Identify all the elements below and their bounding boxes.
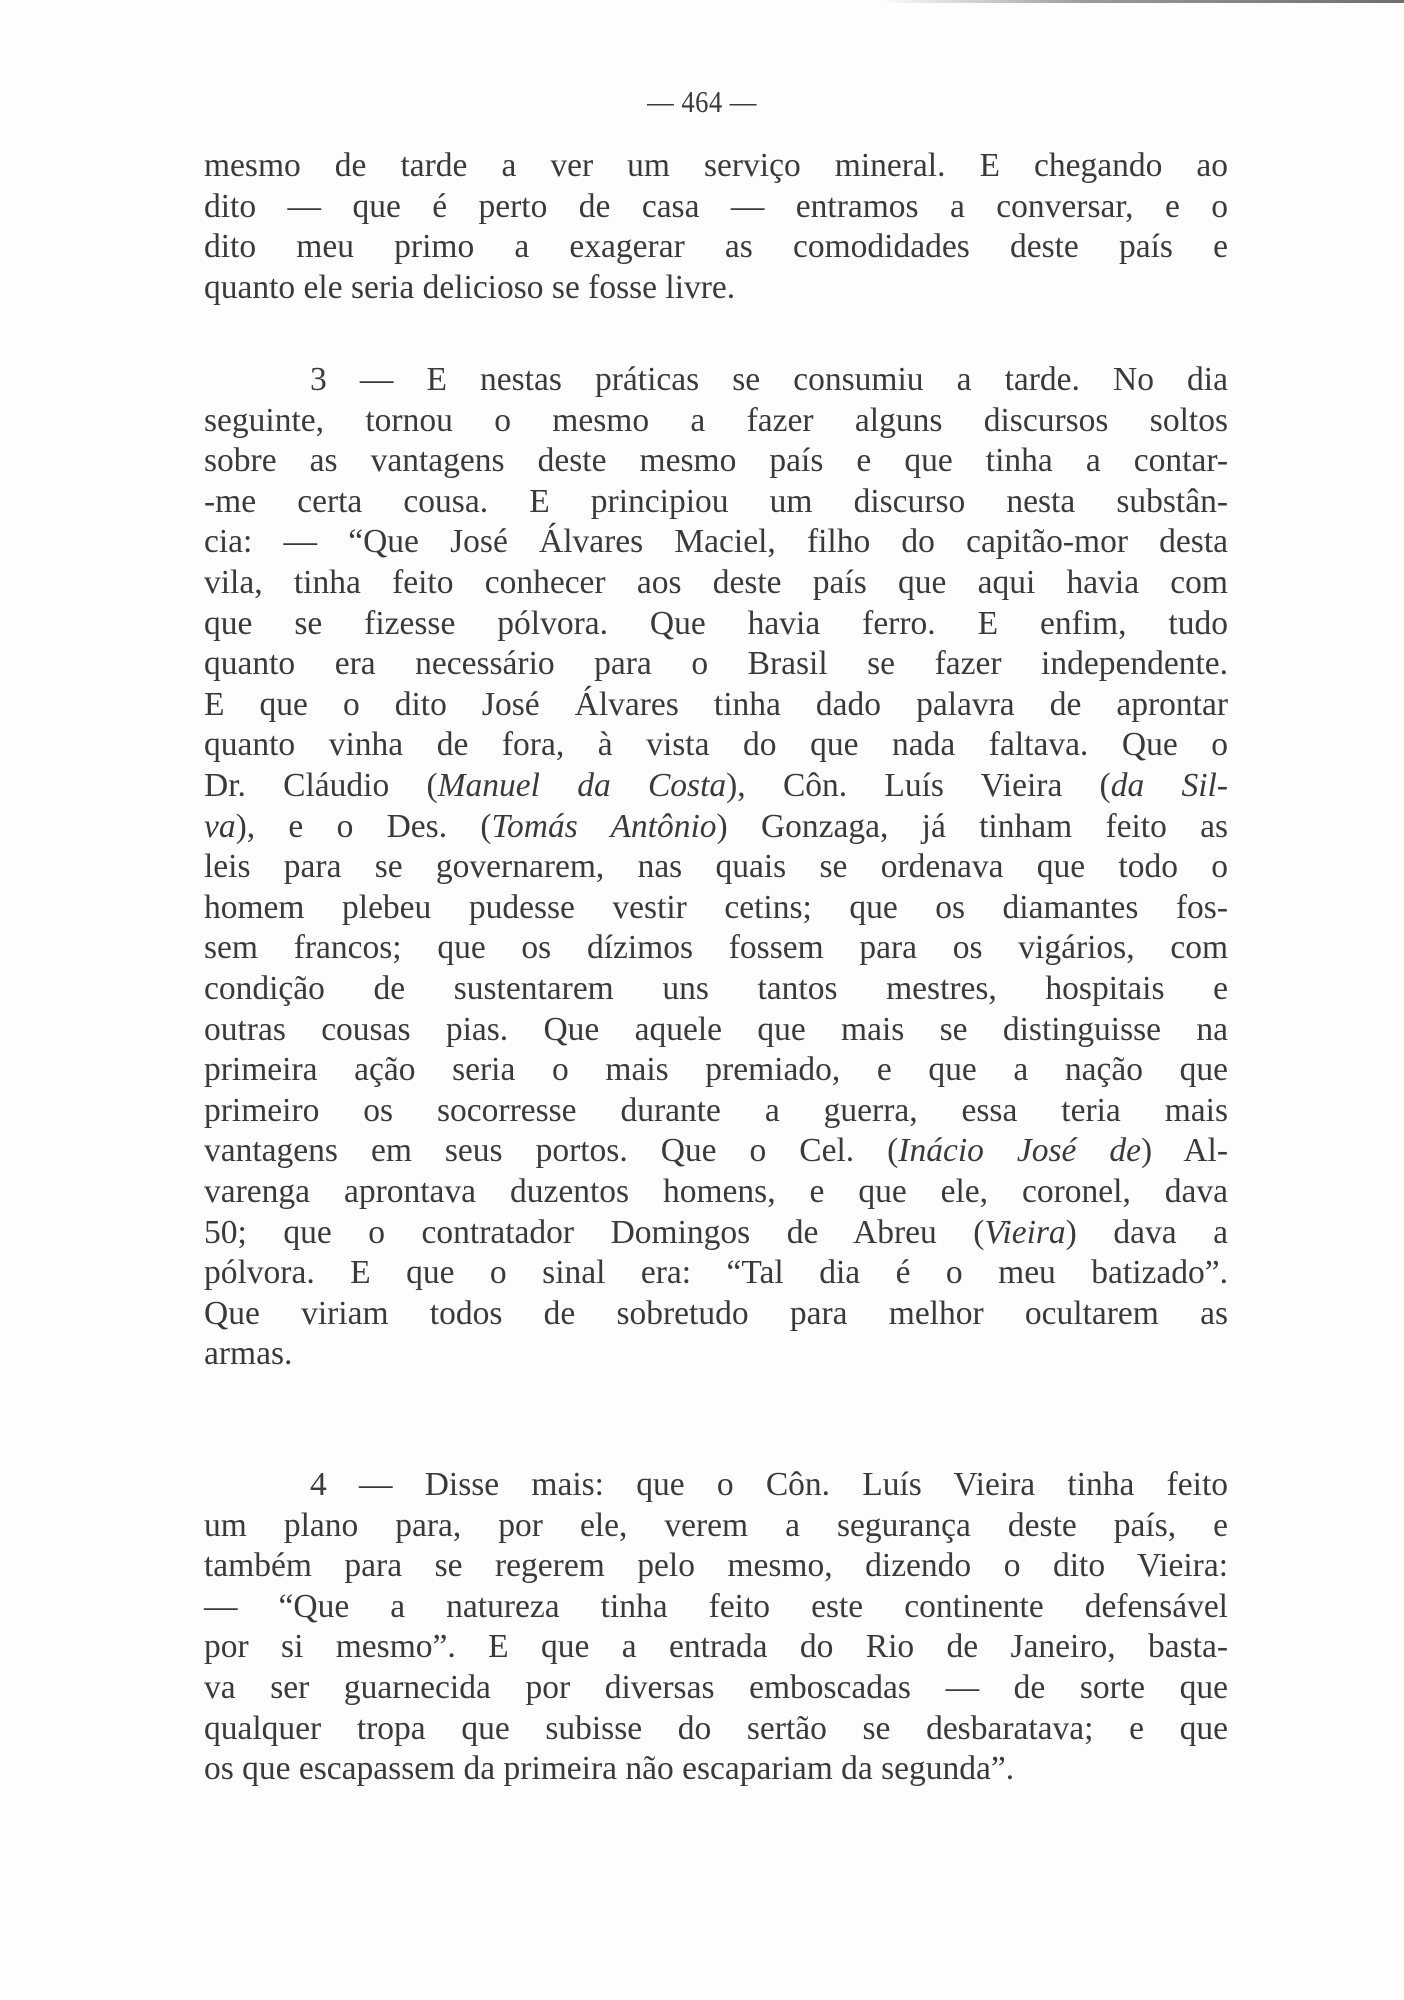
italic-name: da Sil- bbox=[1110, 767, 1228, 804]
text-line bbox=[204, 807, 1228, 847]
text-line: 3 — E nestas práticas se consumiu a tarde. No dia bbox=[310, 361, 1228, 398]
text-line: quanto ele seria delicioso se fosse livre. bbox=[204, 268, 736, 306]
italic-name: Vieira bbox=[984, 1213, 1066, 1251]
italic-name: Tomás Antônio bbox=[491, 807, 717, 845]
text-line: quanto vinha de fora, à vista do que nada faltava. Que o bbox=[204, 726, 1228, 764]
page-number: — 464 — bbox=[647, 84, 757, 119]
text-line: primeira ação seria o mais premiado, e que a nação que bbox=[204, 1051, 1228, 1089]
text-segment: ) dava a bbox=[1065, 1213, 1228, 1251]
text-line bbox=[204, 1213, 1228, 1253]
text-line: condição de sustentarem uns tantos mestres, hospitais e bbox=[204, 970, 1228, 1007]
text-line: sobre as vantagens deste mesmo país e que tinha a contar- bbox=[204, 442, 1228, 480]
scan-edge-line bbox=[880, 0, 1404, 3]
text-line bbox=[204, 766, 1228, 806]
text-line: por si mesmo”. E que a entrada do Rio de Janeiro, basta- bbox=[204, 1628, 1228, 1666]
text-segment: ) Gonzaga, já tinham feito as bbox=[716, 807, 1229, 845]
text-segment: 50; que o contratador Domingos de Abreu ( bbox=[204, 1213, 985, 1251]
text-line: homem plebeu pudesse vestir cetins; que os diamantes fos- bbox=[204, 888, 1228, 926]
text-segment: ) Al- bbox=[1141, 1132, 1228, 1170]
text-segment: Dr. Cláudio ( bbox=[204, 767, 438, 804]
text-line: os que escapassem da primeira não escapariam da segunda”. bbox=[204, 1750, 1015, 1788]
text-line: — “Que a natureza tinha feito este continente defensável bbox=[204, 1587, 1228, 1625]
text-line: quanto era necessário para o Brasil se fazer independente. bbox=[204, 645, 1228, 683]
italic-name: Manuel da Costa bbox=[437, 767, 727, 804]
text-line bbox=[204, 1131, 1228, 1171]
text-line: que se fizesse pólvora. Que havia ferro. E enfim, tudo bbox=[204, 604, 1228, 642]
text-line: qualquer tropa que subisse do sertão se desbaratava; e que bbox=[204, 1709, 1228, 1747]
text-line: Que viriam todos de sobretudo para melhor ocultarem as bbox=[204, 1294, 1228, 1332]
text-segment: ), Côn. Luís Vieira ( bbox=[726, 767, 1111, 804]
text-line: mesmo de tarde a ver um serviço mineral. E chegando ao bbox=[204, 147, 1228, 184]
text-line: armas. bbox=[204, 1335, 293, 1373]
text-line: pólvora. E que o sinal era: “Tal dia é o meu batizado”. bbox=[204, 1254, 1228, 1292]
text-line: cia: — “Que José Álvares Maciel, filho do capitão-mor desta bbox=[204, 523, 1228, 561]
text-line: leis para se governarem, nas quais se ordenava que todo o bbox=[204, 848, 1228, 886]
text-segment: ), e o Des. ( bbox=[235, 807, 492, 845]
text-line: seguinte, tornou o mesmo a fazer alguns discursos soltos bbox=[204, 401, 1228, 439]
text-line: vila, tinha feito conhecer aos deste país que aqui havia com bbox=[204, 564, 1228, 601]
text-line: 4 — Disse mais: que o Côn. Luís Vieira tinha feito bbox=[310, 1466, 1228, 1503]
text-line: primeiro os socorresse durante a guerra, essa teria mais bbox=[204, 1091, 1228, 1129]
text-line: um plano para, por ele, verem a segurança deste país, e bbox=[204, 1506, 1228, 1544]
text-line: também para se regerem pelo mesmo, dizendo o dito Vieira: bbox=[204, 1547, 1228, 1585]
italic-name: va bbox=[204, 807, 236, 845]
text-line: varenga aprontava duzentos homens, e que ele, coronel, dava bbox=[204, 1173, 1228, 1210]
text-segment: vantagens em seus portos. Que o Cel. ( bbox=[204, 1132, 899, 1170]
italic-name: Inácio José de bbox=[898, 1132, 1142, 1170]
text-line: va ser guarnecida por diversas emboscadas — de sorte que bbox=[204, 1669, 1228, 1706]
text-line: sem francos; que os dízimos fossem para os vigários, com bbox=[204, 929, 1228, 967]
text-line: E que o dito José Álvares tinha dado palavra de aprontar bbox=[204, 685, 1228, 723]
text-line: dito meu primo a exagerar as comodidades deste país e bbox=[204, 228, 1228, 266]
text-line: outras cousas pias. Que aquele que mais se distinguisse na bbox=[204, 1010, 1228, 1048]
text-line: -me certa cousa. E principiou um discurso nesta substân- bbox=[204, 482, 1228, 520]
text-line: dito — que é perto de casa — entramos a conversar, e o bbox=[204, 187, 1228, 225]
